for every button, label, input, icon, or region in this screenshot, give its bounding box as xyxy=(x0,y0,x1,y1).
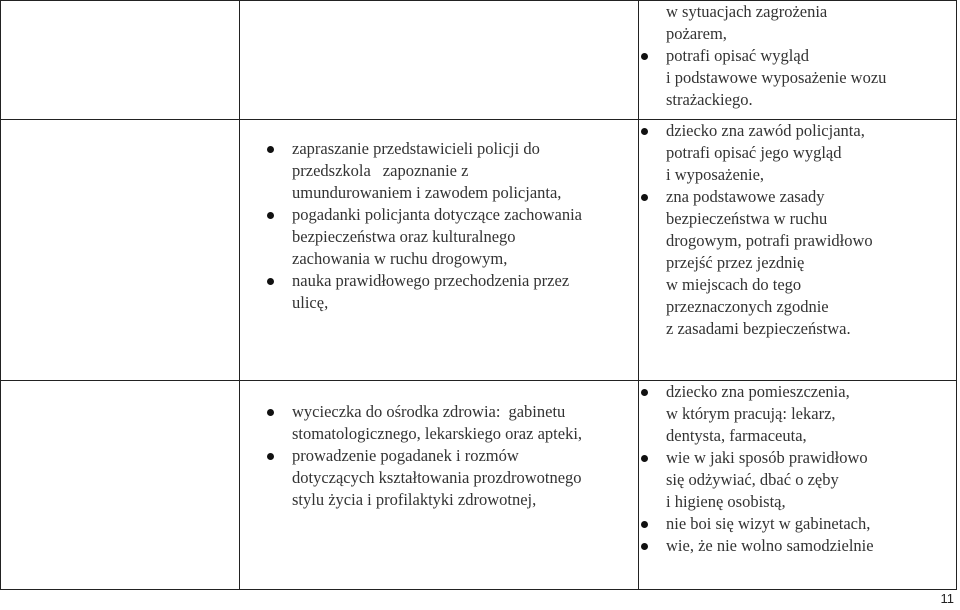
list-item xyxy=(639,513,956,535)
text-line: dziecko zna pomieszczenia, xyxy=(666,382,850,401)
text-line: zna podstawowe zasady xyxy=(666,187,825,206)
text-line: pożarem, xyxy=(666,24,727,43)
text-line: zapraszanie przedstawicieli policji do xyxy=(292,139,540,158)
table-cell xyxy=(639,120,957,381)
text-line: przeznaczonych zgodnie xyxy=(666,297,829,316)
table-cell xyxy=(639,381,957,590)
text-line: wie, że nie wolno samodzielnie xyxy=(666,536,874,555)
text-fragment: przedszkola xyxy=(292,161,371,180)
list-item xyxy=(639,45,956,111)
list-item xyxy=(639,381,956,447)
page-number: 11 xyxy=(940,591,954,606)
table-cell xyxy=(240,1,639,120)
text-line xyxy=(666,469,956,491)
list-item xyxy=(639,186,956,340)
text-line: wie w jaki sposób prawidłowo xyxy=(666,448,868,467)
text-fragment: zapoznanie z xyxy=(382,161,469,180)
text-line: przejść przez jezdnię xyxy=(666,253,805,272)
text-line: z zasadami bezpieczeństwa. xyxy=(666,319,851,338)
text-line: stomatologicznego, lekarskiego oraz apteki, xyxy=(292,424,583,443)
text-line: ulicę, xyxy=(292,293,329,312)
text-fragment: zęby xyxy=(807,470,839,489)
text-line: zachowania w ruchu drogowym, xyxy=(292,249,508,268)
list-item xyxy=(639,120,956,186)
text-line: bezpieczeństwa w ruchu xyxy=(666,209,828,228)
list-item xyxy=(265,270,645,314)
text-line: dotyczących kształtowania prozdrowotnego xyxy=(292,468,582,487)
table-cell xyxy=(1,1,240,120)
bullet-list xyxy=(265,138,645,314)
activities-block xyxy=(265,401,645,511)
text-line: prowadzenie pogadanek i rozmów xyxy=(292,446,519,465)
list-item xyxy=(639,535,956,557)
text-line: nie boi się wizyt w gabinetach, xyxy=(666,514,871,533)
text-line: potrafi opisać jego wygląd xyxy=(666,143,842,162)
text-line: stylu życia i profilaktyki zdrowotnej, xyxy=(292,490,537,509)
list-item xyxy=(265,204,645,270)
text-line: nauka prawidłowego przechodzenia przez xyxy=(292,271,570,290)
text-line: potrafi opisać wygląd xyxy=(666,46,809,65)
text-line: i wyposażenie, xyxy=(666,165,765,184)
text-line: strażackiego. xyxy=(666,90,753,109)
text-fragment: gabinetu xyxy=(508,402,566,421)
list-item xyxy=(639,1,956,45)
bullet-list xyxy=(639,120,956,340)
text-line: dentysta, farmaceuta, xyxy=(666,426,807,445)
table-cell xyxy=(639,1,957,120)
text-line: i higienę osobistą, xyxy=(666,492,786,511)
text-line: umundurowaniem i zawodem policjanta, xyxy=(292,183,562,202)
text-line: bezpieczeństwa oraz kulturalnego xyxy=(292,227,516,246)
text-fragment: wycieczka do ośrodka zdrowia: xyxy=(292,402,501,421)
bullet-list xyxy=(639,381,956,557)
text-line: w którym pracują: lekarz, xyxy=(666,404,836,423)
text-line: pogadanki policjanta dotyczące zachowania xyxy=(292,205,582,224)
table-row xyxy=(1,1,957,120)
text-line: i podstawowe wyposażenie wozu xyxy=(666,68,887,87)
text-line xyxy=(292,401,645,423)
text-line: w miejscach do tego xyxy=(666,275,802,294)
activities-block xyxy=(265,138,645,314)
bullet-list xyxy=(265,401,645,511)
list-item xyxy=(265,401,645,445)
text-line xyxy=(292,160,645,182)
text-fragment: się odżywiać, dbać o xyxy=(666,470,804,489)
list-item xyxy=(639,447,956,513)
text-line: dziecko zna zawód policjanta, xyxy=(666,121,865,140)
list-item xyxy=(265,445,645,511)
table-cell xyxy=(1,381,240,590)
bullet-list xyxy=(639,1,956,111)
list-item xyxy=(265,138,645,204)
text-line: w sytuacjach zagrożenia xyxy=(666,2,828,21)
text-line: drogowym, potrafi prawidłowo xyxy=(666,231,873,250)
table-cell xyxy=(1,120,240,381)
